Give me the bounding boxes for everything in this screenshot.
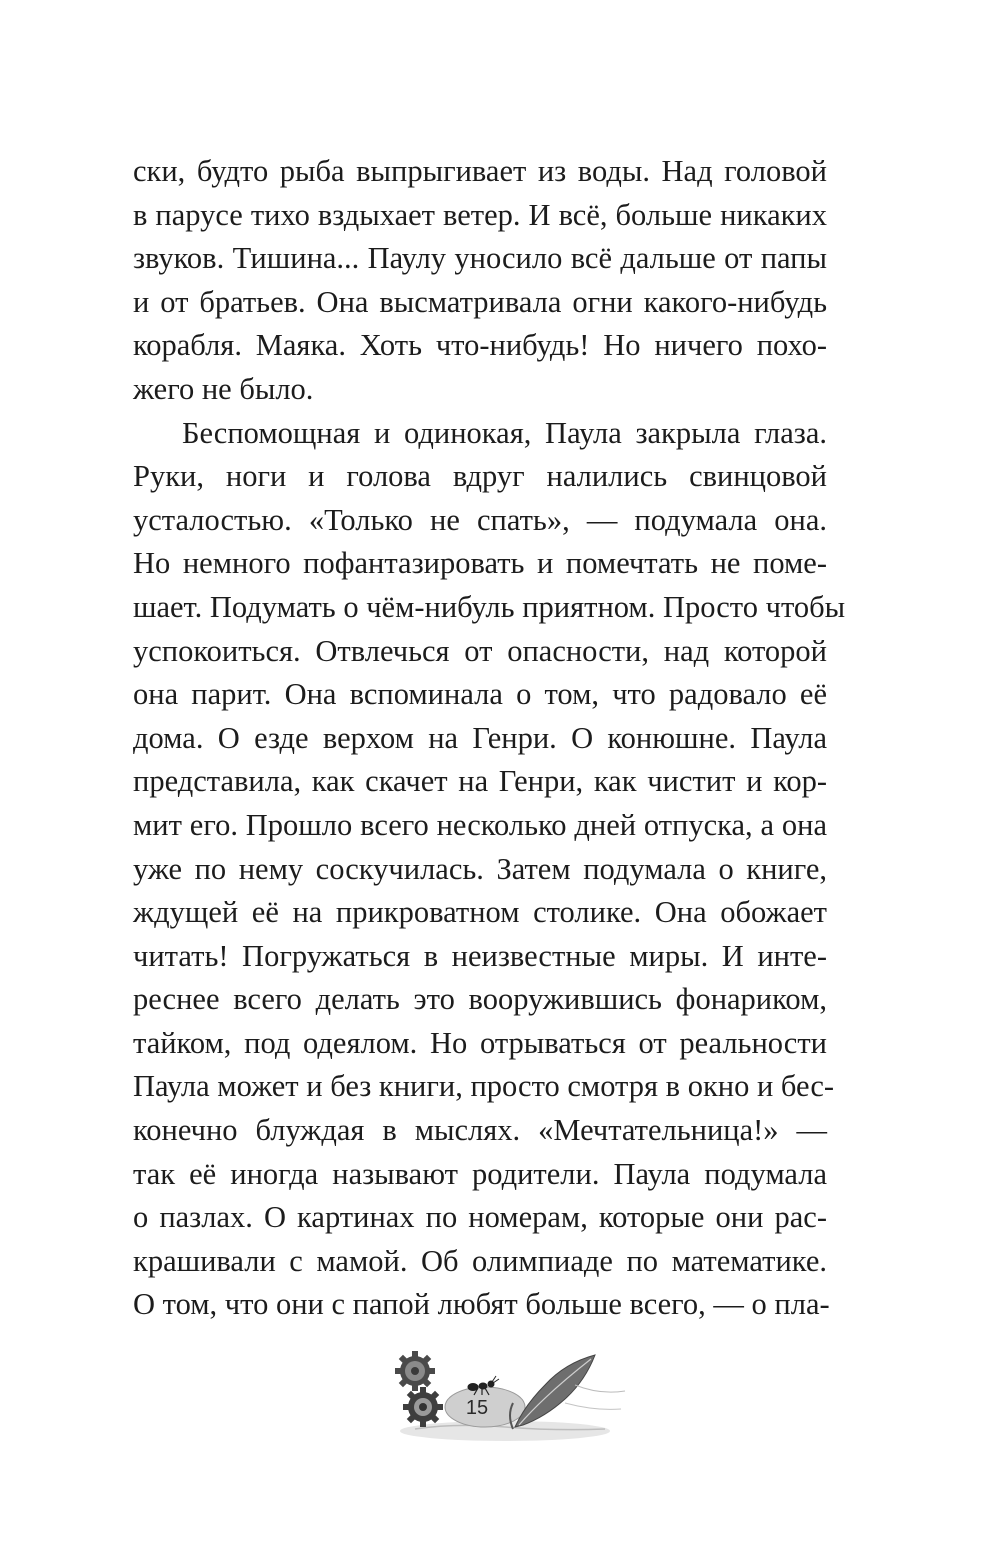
text-line: Паула может и без книги, просто смотря в окно и бес- — [133, 1069, 835, 1104]
paragraph-2 — [133, 412, 846, 1327]
text-line: и от братьев. Она высматривала огни какого-нибудь — [133, 284, 827, 319]
bottom-gear-icon — [403, 1387, 443, 1427]
top-gear-icon — [395, 1351, 435, 1391]
text-line: О том, что они с папой любят больше всего, — о пла- — [133, 1287, 830, 1322]
text-line: корабля. Маяка. Хоть что-нибудь! Но ничего похо- — [133, 328, 827, 363]
text-line: мит его. Прошло всего несколько дней отпуска, а она — [133, 807, 827, 842]
text-line: она парит. Она вспоминала о том, что радовало её — [133, 677, 827, 712]
text-line: звуков. Тишина... Паулу уносило всё дальше от папы — [133, 241, 827, 276]
page-footer — [395, 1345, 635, 1455]
text-line: ждущей её на прикроватном столике. Она обожает — [133, 895, 827, 930]
text-line: Руки, ноги и голова вдруг налились свинцовой — [133, 459, 827, 494]
text-line: читать! Погружаться в неизвестные миры. И инте- — [133, 938, 827, 973]
text-line: крашивали с мамой. Об олимпиаде по математике. — [133, 1243, 827, 1278]
text-line: реснее всего делать это вооружившись фонариком, — [133, 982, 827, 1017]
text-line: успокоиться. Отвлечься от опасности, над которой — [133, 633, 827, 668]
text-line: дома. О езде верхом на Генри. О конюшне. Паула — [133, 720, 827, 755]
text-line: тайком, под одеялом. Но отрываться от реальности — [133, 1025, 827, 1060]
text-line: уже по нему соскучилась. Затем подумала о книге, — [133, 851, 827, 886]
page-number: 15 — [465, 1397, 489, 1419]
text-line: в парусе тихо вздыхает ветер. И всё, больше никаких — [133, 197, 827, 232]
text-line: конечно блуждая в мыслях. «Мечтательница!» — — [133, 1113, 827, 1148]
text-line: жего не было. — [133, 371, 314, 406]
text-line: усталостью. «Только не спать», — подумала она. — [133, 502, 827, 537]
text-line: Но немного пофантазировать и помечтать не поме- — [133, 546, 827, 581]
leaf-icon — [510, 1355, 625, 1429]
gears-ant-leaf-illustration — [395, 1345, 635, 1455]
text-line: так её иногда называют родители. Паула подумала — [133, 1156, 827, 1191]
book-page — [133, 150, 846, 1327]
text-line: шает. Подумать о чём-нибуль приятном. Просто чтобы — [133, 589, 846, 624]
text-line: о пазлах. О картинах по номерам, которые они рас- — [133, 1200, 827, 1235]
text-line: ски, будто рыба выпрыгивает из воды. Над головой — [133, 154, 827, 188]
text-line: Беспомощная и одинокая, Паула закрыла глаза. — [182, 415, 827, 450]
text-line: представила, как скачет на Генри, как чистит и кор- — [133, 764, 827, 799]
paragraph-1 — [133, 150, 827, 412]
